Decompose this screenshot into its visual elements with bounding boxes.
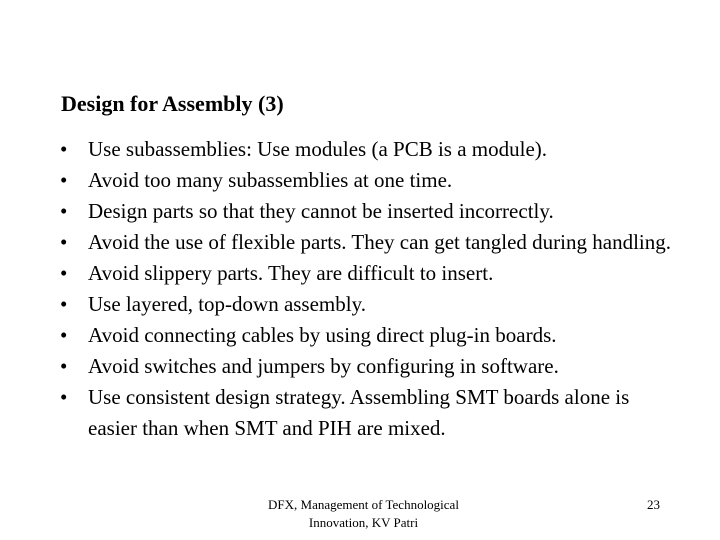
bullet-dot-icon: • [60,292,68,316]
bullet-dot-icon: • [60,354,68,378]
bullet-text: Use subassemblies: Use modules (a PCB is a module). [88,137,548,161]
bullet-text: Avoid slippery parts. They are difficult to insert. [88,261,494,285]
bullet-text: Use layered, top-down assembly. [88,292,366,316]
bullet-item [60,289,680,320]
bullet-text: Design parts so that they cannot be inserted incorrectly. [88,199,554,223]
bullet-text: Avoid connecting cables by using direct plug-in boards. [88,323,557,347]
footer-caption [229,496,498,532]
bullet-dot-icon: • [60,230,68,254]
bullet-item [60,227,680,258]
bullet-list [60,134,680,444]
footer-line-2: Innovation, KV Patri [308,515,419,530]
bullet-dot-icon: • [60,137,68,161]
bullet-text: Avoid the use of flexible parts. They can get tangled during handling. [88,230,671,254]
bullet-item [60,382,680,444]
bullet-dot-icon: • [60,323,68,347]
bullet-item [60,258,680,289]
page-number: 23 [647,497,660,512]
bullet-dot-icon: • [60,261,68,285]
bullet-text: Avoid switches and jumpers by configuring in software. [88,354,559,378]
bullet-item [60,134,680,165]
bullet-item [60,196,680,227]
bullet-item [60,320,680,351]
bullet-dot-icon: • [60,385,68,409]
bullet-item [60,165,680,196]
footer-line-1: DFX, Management of Technological [268,497,459,512]
bullet-text: Avoid too many subassemblies at one time. [88,168,453,192]
bullet-dot-icon: • [60,168,68,192]
bullet-dot-icon: • [60,199,68,223]
bullet-item [60,351,680,382]
slide-title: Design for Assembly (3) [61,91,284,116]
bullet-text: Use consistent design strategy. Assembling SMT boards alone is easier than when SMT and PIH are mixed. [88,385,630,440]
